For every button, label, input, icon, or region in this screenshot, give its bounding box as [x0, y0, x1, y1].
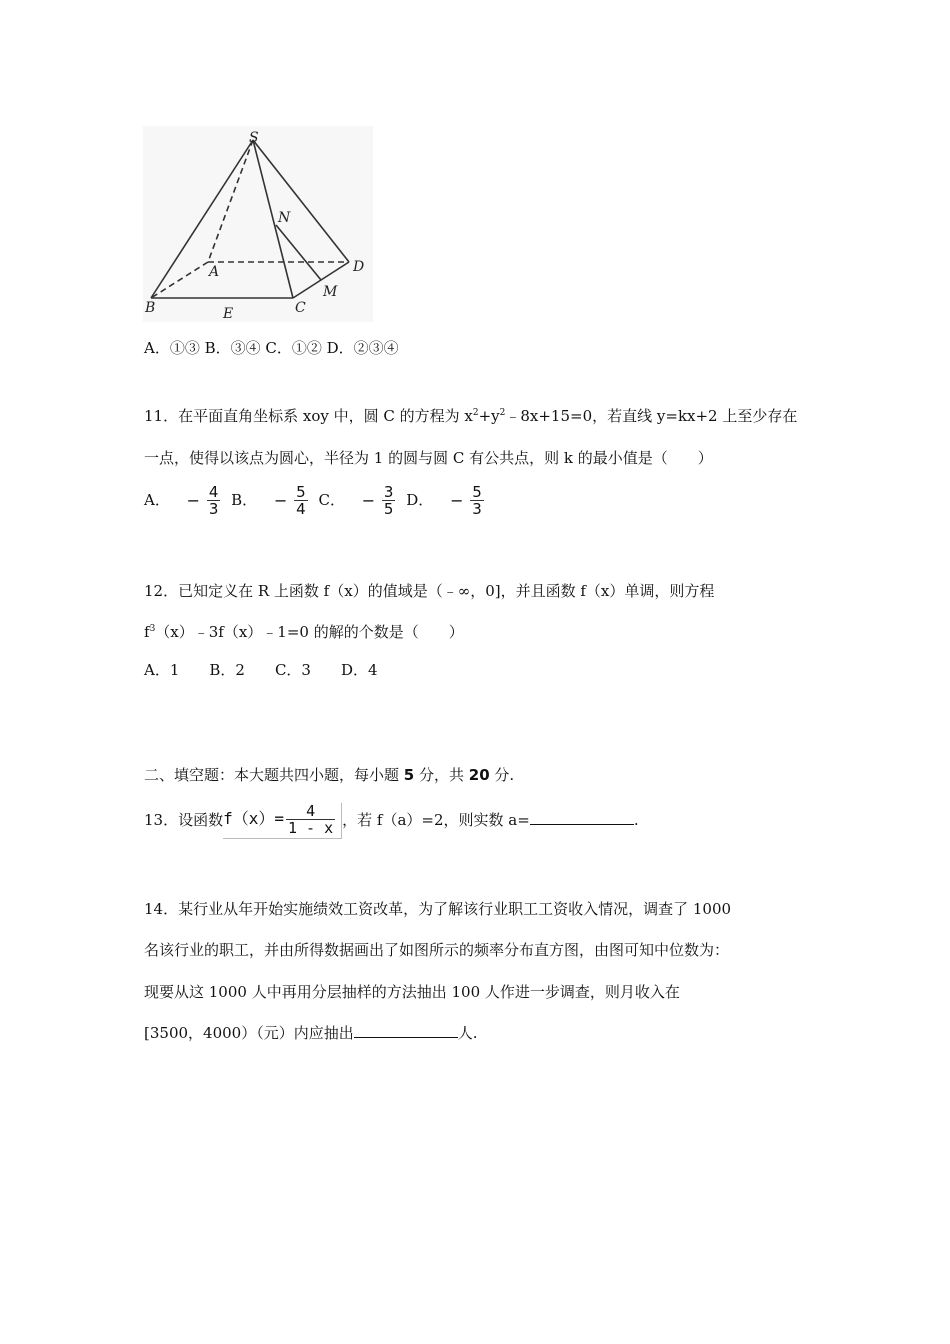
q13-formula	[223, 803, 342, 839]
q11-text-b: +y	[478, 407, 500, 425]
q11-option-d-label: D．	[406, 490, 434, 509]
q11-option-b-den: 4	[296, 500, 306, 518]
section2-num20: 20	[468, 766, 490, 784]
q11-option-b-num: 5	[296, 483, 306, 501]
q11-text-a: 11．在平面直角坐标系 xoy 中，圆 C 的方程为 x	[144, 407, 473, 425]
q13-formula-num: 4	[286, 803, 335, 820]
label-M: M	[323, 284, 338, 300]
q11-sup1: 2	[472, 408, 479, 418]
q11-option-c-fraction	[382, 484, 396, 517]
section2-text-b: 分，共	[414, 766, 469, 784]
q11-option-b-sign: −	[273, 491, 288, 510]
label-A: A	[209, 264, 220, 280]
q13-line	[144, 803, 639, 839]
label-C: C	[295, 300, 306, 316]
q11-option-d-den: 3	[472, 500, 482, 518]
q11-option-b-label: B．	[231, 490, 258, 509]
q11-line2: 一点，使得以该点为圆心，半径为 1 的圆与圆 C 有公共点，则 k 的最小值是（ ）	[144, 449, 713, 467]
figure-background	[143, 126, 373, 322]
q11-option-a-label: A．	[144, 490, 170, 509]
label-B: B	[145, 300, 156, 316]
q11-option-d-fraction	[470, 484, 484, 517]
label-S: S	[249, 130, 259, 146]
q12-options: A．1 B．2 C．3 D．4	[144, 661, 378, 679]
label-N: N	[278, 210, 291, 226]
q11-option-a-num: 4	[208, 483, 219, 501]
label-E: E	[223, 306, 234, 322]
pyramid-diagram	[143, 126, 373, 322]
q11-option-c-den: 5	[383, 500, 394, 518]
q11-line1	[144, 405, 797, 426]
section2-heading	[144, 764, 514, 785]
label-D: D	[353, 259, 365, 275]
q14-line1: 14．某行业从年开始实施绩效工资改革，为了解该行业职工工资收入情况，调查了 1000	[144, 900, 732, 918]
q12-text-a: f	[144, 623, 150, 641]
q10-options: A．①③ B．③④ C．①② D．②③④	[144, 339, 399, 357]
q12-line2	[144, 621, 464, 642]
section2-num5: 5	[403, 766, 415, 784]
q11-option-c-label: C．	[318, 490, 345, 509]
q11-option-a[interactable]	[144, 483, 227, 518]
q14-text-a: [3500，4000）（元）内应抽出	[144, 1024, 354, 1042]
q11-option-b[interactable]	[231, 483, 314, 518]
q12-sup: 3	[149, 624, 156, 634]
q11-option-a-den: 3	[208, 500, 219, 518]
q13-answer-blank[interactable]	[530, 810, 634, 825]
section2-text-c: 分.	[489, 766, 515, 784]
q13-formula-den: 1 - x	[288, 819, 334, 837]
q11-option-c-sign: −	[361, 491, 376, 510]
section2-text-a: 二、填空题：本大题共四小题，每小题	[144, 766, 404, 784]
q13-end: .	[633, 811, 639, 829]
q11-option-d-sign: −	[450, 491, 464, 510]
q14-line2: 名该行业的职工，并由所得数据画出了如图所示的频率分布直方图，由图可知中位数为：	[144, 941, 730, 959]
q11-option-c[interactable]	[318, 483, 402, 518]
q11-option-d-num: 5	[472, 483, 482, 501]
q12-line1: 12．已知定义在 R 上函数 f（x）的值域是（﹣∞，0]，并且函数 f（x）单调，则方程	[144, 582, 715, 600]
q11-options	[144, 484, 490, 517]
q14-line3: 现要从这 1000 人中再用分层抽样的方法抽出 100 人作进一步调查，则月收入在	[144, 983, 680, 1001]
q11-text-c: ﹣8x+15=0，若直线 y=kx+2 上至少存在	[505, 407, 798, 425]
q13-formula-lhs: f（x）=	[223, 809, 284, 828]
pyramid-figure	[143, 126, 373, 322]
q11-sup2: 2	[499, 408, 506, 418]
q14-text-b: 人.	[457, 1024, 478, 1042]
q12-text-b: （x）﹣3f（x）﹣1=0 的解的个数是（ ）	[155, 623, 464, 641]
q11-option-b-fraction	[294, 484, 308, 517]
q14-answer-blank[interactable]	[354, 1023, 458, 1038]
q11-option-d[interactable]	[406, 483, 486, 518]
q11-option-a-sign: −	[186, 491, 201, 510]
q14-line4	[144, 1022, 477, 1043]
q13-prefix: 13．设函数	[144, 811, 224, 829]
q11-option-a-fraction	[207, 484, 221, 517]
q11-option-c-num: 3	[383, 483, 394, 501]
q13-formula-fraction	[286, 803, 335, 836]
q13-suffix: ，若 f（a）=2，则实数 a=	[342, 811, 530, 829]
